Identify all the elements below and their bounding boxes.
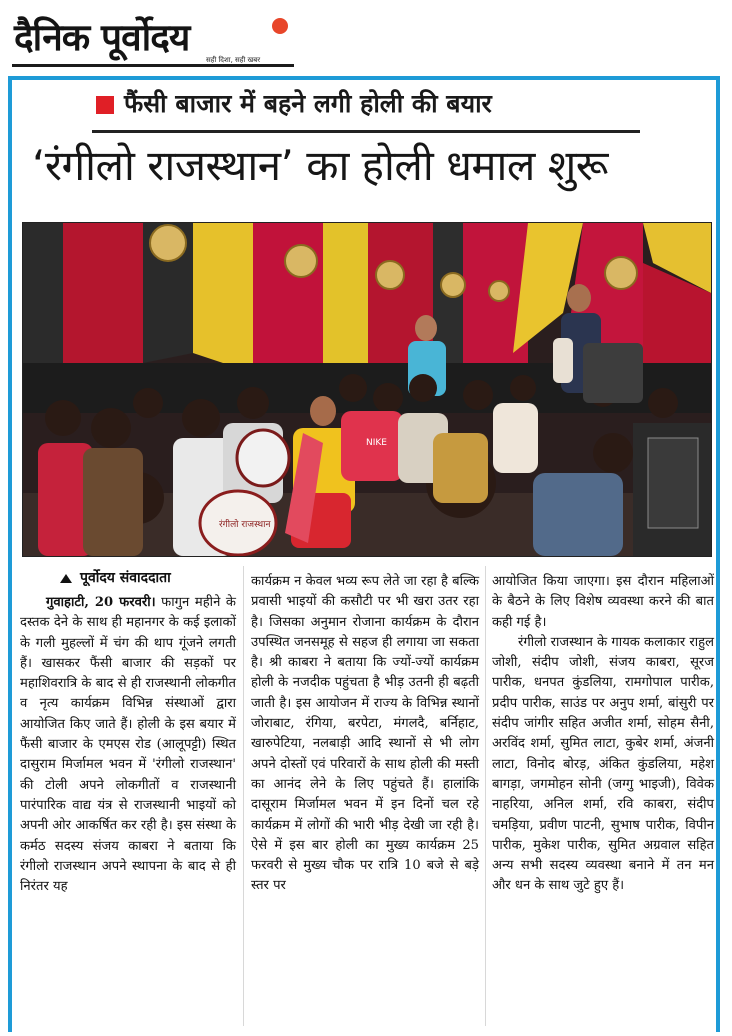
dateline: गुवाहाटी, 20 फरवरी। bbox=[46, 595, 156, 610]
article-column-3 bbox=[492, 572, 714, 897]
masthead-tagline: सही दिशा, सही खबर bbox=[206, 56, 261, 64]
masthead-underline bbox=[12, 64, 294, 67]
headline: ‘रंगीलो राजस्थान’ का होली धमाल शुरू bbox=[32, 141, 608, 190]
masthead bbox=[10, 6, 300, 72]
byline-triangle-icon bbox=[60, 574, 72, 583]
masthead-title: दैनिक पूर्वोदय bbox=[14, 16, 190, 59]
article-text: आयोजित किया जाएगा। इस दौरान महिलाओं के बैठने के लिए विशेष व्यवस्था करने की बात कही गई है। bbox=[492, 574, 714, 630]
article-text: फागुन महीने के दस्तक देने के साथ ही महानगर के कई इलाकों के गली मुहल्लों में चंग की थाप गूंजने लगती हैं। खासकर फैंसी बाजार की सड़कों पर महाशिवरात्रि के बाद से ही राजस्थानी लोकगीत व नृत्य कार्यक्रम विभिन्न संस्थाओं द्वारा आयोजित किए जाते हैं। होली के इस बयार में फैंसी बाजार के एमएस रोड (आलूपट्टी) स्थित दासुराम मिर्जामल भवन में 'रंगीलो राजस्थान' की टोली अपने लोकगीतों व राजस्थानी पारंपारिक वाद्य यंत्र से राजस्थानी भाइयों को अपनी ओर आकर्षित कर रही है। इस संस्था के कर्मठ सदस्य संजय काबरा ने बताया कि रंगीलो राजस्थान अपने स्थापना के बाद से ही निरंतर यह bbox=[20, 595, 236, 895]
column-rule bbox=[243, 566, 244, 1026]
kicker bbox=[92, 86, 640, 126]
event-photo bbox=[22, 222, 712, 557]
kicker-rule bbox=[92, 130, 640, 133]
article-column-2 bbox=[251, 572, 479, 897]
kicker-square-icon bbox=[96, 96, 114, 114]
logo-dot-icon bbox=[272, 18, 288, 34]
photo-shirt-text: NIKE bbox=[366, 438, 387, 448]
article-column-1 bbox=[20, 593, 236, 897]
byline: पूर्वोदय संवाददाता bbox=[80, 570, 171, 586]
kicker-text: फैंसी बाजार में बहने लगी होली की बयार bbox=[124, 89, 492, 118]
article-text: रंगीलो राजस्थान के गायक कलाकार राहुल जोशी, संदीप जोशी, संजय काबरा, सूरज पारीक, धनपत कुंडलिया, रामगोपाल पारीक, प्रदीप पारीक, साउंड पर अनुप शर्मा, बांसुरी पर संदीप जांगीर सहित अजीत शर्मा, सोहम सैनी, अरविंद शर्मा, सुमित लाटा, कुबेर शर्मा, अंजनी लाटा, विनोद बोरड़, अंकित कुंडलिया, महेश बागड़ा, जगमोहन सोनी (जग्गु भाइजी), विवेक नाहरिया, अनिल शर्मा, रवि काबरा, संदीप चमड़िया, प्रवीण पाटनी, सुभाष पारीक, विपीन पारीक, मुकेश पारीक, सुमित अग्रवाल सहित अन्य सभी सदस्य व्यवस्था बनाने में तन मन और धन के साथ जुटे हुए हैं। bbox=[492, 634, 714, 894]
photo-drum-text: रंगीलो राजस्थान bbox=[219, 520, 271, 530]
column-rule bbox=[485, 566, 486, 1026]
article-text: कार्यक्रम न केवल भव्य रूप लेते जा रहा है बल्कि प्रवासी भाइयों की कसौटी पर भी खरा उतर रहा है। जिसका अनुमान रोजाना कार्यक्रम के दौरान उपस्थित जनसमूह से सहज ही लगाया जा सकता है। श्री काबरा ने बताया कि ज्यों-ज्यों कार्यक्रम होली के नजदीक पहुंचता है भीड़ उतनी ही बढ़ती जाती है। इस आयोजन में राज्य के विभिन्न स्थानों जोराबाट, रंगिया, बरपेटा, मंगलदै, बर्निहाट, खारुपेटिया, नलबाड़ी आदि स्थानों से भी लोग अपने दोस्तों एवं परिवारों के साथ होली की मस्ती का आनंद लेने के लिए पहुंचते हैं। हालांकि दासूराम मिर्जामल भवन में इन दिनों चल रहे कार्यक्रम में लोगों की भारी भीड़ देखी जा रही है। ऐसे में इस बार होली का मुख्य कार्यक्रम 25 फरवरी से मुख्य चौक पर रात्रि 10 बजे से बड़े स्तर पर bbox=[251, 574, 479, 894]
